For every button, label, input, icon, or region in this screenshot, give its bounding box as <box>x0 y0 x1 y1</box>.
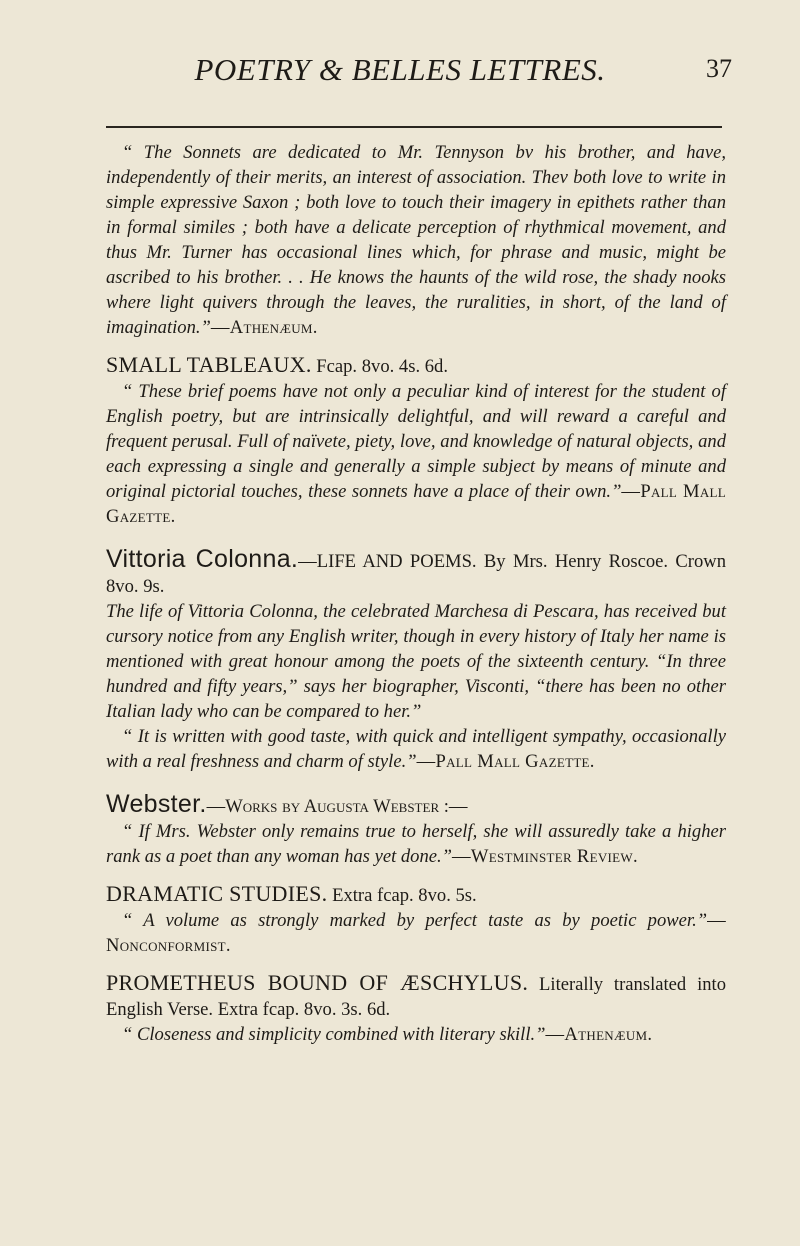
entry-detail: Fcap. 8vo. 4s. 6d. <box>311 356 448 377</box>
quote-source: —Athenæum. <box>210 317 318 338</box>
entry-title: PROMETHEUS BOUND OF ÆSCHYLUS. <box>106 970 529 995</box>
review-quote <box>106 908 726 958</box>
entry-title: SMALL TABLEAUX. <box>106 352 312 377</box>
entry-detail: Literally translated into English Verse. Extra fcap. 8vo. 3s. 6d. <box>106 974 726 1020</box>
quote-text: “ It is written with good taste, with quick and intelligent sympathy, occasionally with a real freshness and charm of style.” <box>106 726 726 772</box>
entry-title: DRAMATIC STUDIES. <box>106 881 328 906</box>
entry-detail: —LIFE AND POEMS. By Mrs. Henry Roscoe. Crown 8vo. 9s. <box>106 551 727 597</box>
review-quote <box>106 819 726 869</box>
quote-text: “ If Mrs. Webster only remains true to herself, she will assuredly take a higher rank as a poet than any woman has yet done.” <box>106 821 726 867</box>
description-text: The life of Vittoria Colonna, the celebrated Marchesa di Pescara, has received but cursory notice from any English writer, though in every history of Italy her name is mentioned with great honour among the poets of the sixteenth century. “In three hundred and fifty years,” says her biographer, Visconti, “there has been no other Italian lady who can be compared to her.” <box>106 601 726 722</box>
header-rule <box>106 126 722 128</box>
quote-text: “ A volume as strongly marked by perfect taste as by poetic power.” <box>122 910 708 931</box>
quote-source: —Westminster Review. <box>452 846 638 867</box>
quote-text: “ These brief poems have not only a peculiar kind of interest for the student of English poetry, but are intrinsically delightful, and will reward a careful and frequent perusal. Full of naïvete, piety, love, and knowledge of natural objects, and each expressing a single and generally a simple subject by means of minute and original pictorial touches, these sonnets have a place of their own.” <box>106 381 726 502</box>
review-quote <box>106 1022 726 1047</box>
entry-dramatic-studies <box>106 881 726 908</box>
review-quote <box>106 140 726 340</box>
quote-source: —Pall Mall Gazette. <box>416 751 595 772</box>
quote-source: —Athenæum. <box>545 1024 653 1045</box>
entry-detail: —Works by Augusta Webster :— <box>206 796 468 817</box>
entry-title: Webster. <box>106 790 207 818</box>
entry-webster <box>106 792 726 819</box>
page-header <box>0 52 800 92</box>
quote-source: —Nonconformist. <box>106 910 726 956</box>
running-head: POETRY & BELLES LETTRES. <box>194 52 606 87</box>
entry-vittoria-colonna <box>106 547 726 599</box>
entry-prometheus-bound <box>106 970 726 1022</box>
quote-text: “ Closeness and simplicity combined with literary skill.” <box>122 1024 546 1045</box>
quote-source: —Pall Mall Gazette. <box>106 481 727 527</box>
review-quote <box>106 379 726 529</box>
quote-text: “ The Sonnets are dedicated to Mr. Tennyson bv his brother, and have, independently of their merits, an interest of association. Thev both love to write in simple expressive Saxon ; both love to touch their imagery in epithets rather than in formal similes ; both have a delicate perception of rhythmical movement, and thus Mr. Turner has occasional lines which, for phrase and music, might be ascribed to his brother. . . He knows the haunts of the wild rose, the shady nooks where light quivers through the leaves, the ruralities, in short, of the land of imagination.” <box>106 142 726 338</box>
review-quote <box>106 724 726 774</box>
page-body <box>106 140 726 1047</box>
entry-detail: Extra fcap. 8vo. 5s. <box>327 885 477 906</box>
page-number: 37 <box>706 54 732 83</box>
entry-description <box>106 599 726 724</box>
entry-small-tableaux <box>106 352 726 379</box>
entry-title: Vittoria Colonna. <box>106 545 299 573</box>
